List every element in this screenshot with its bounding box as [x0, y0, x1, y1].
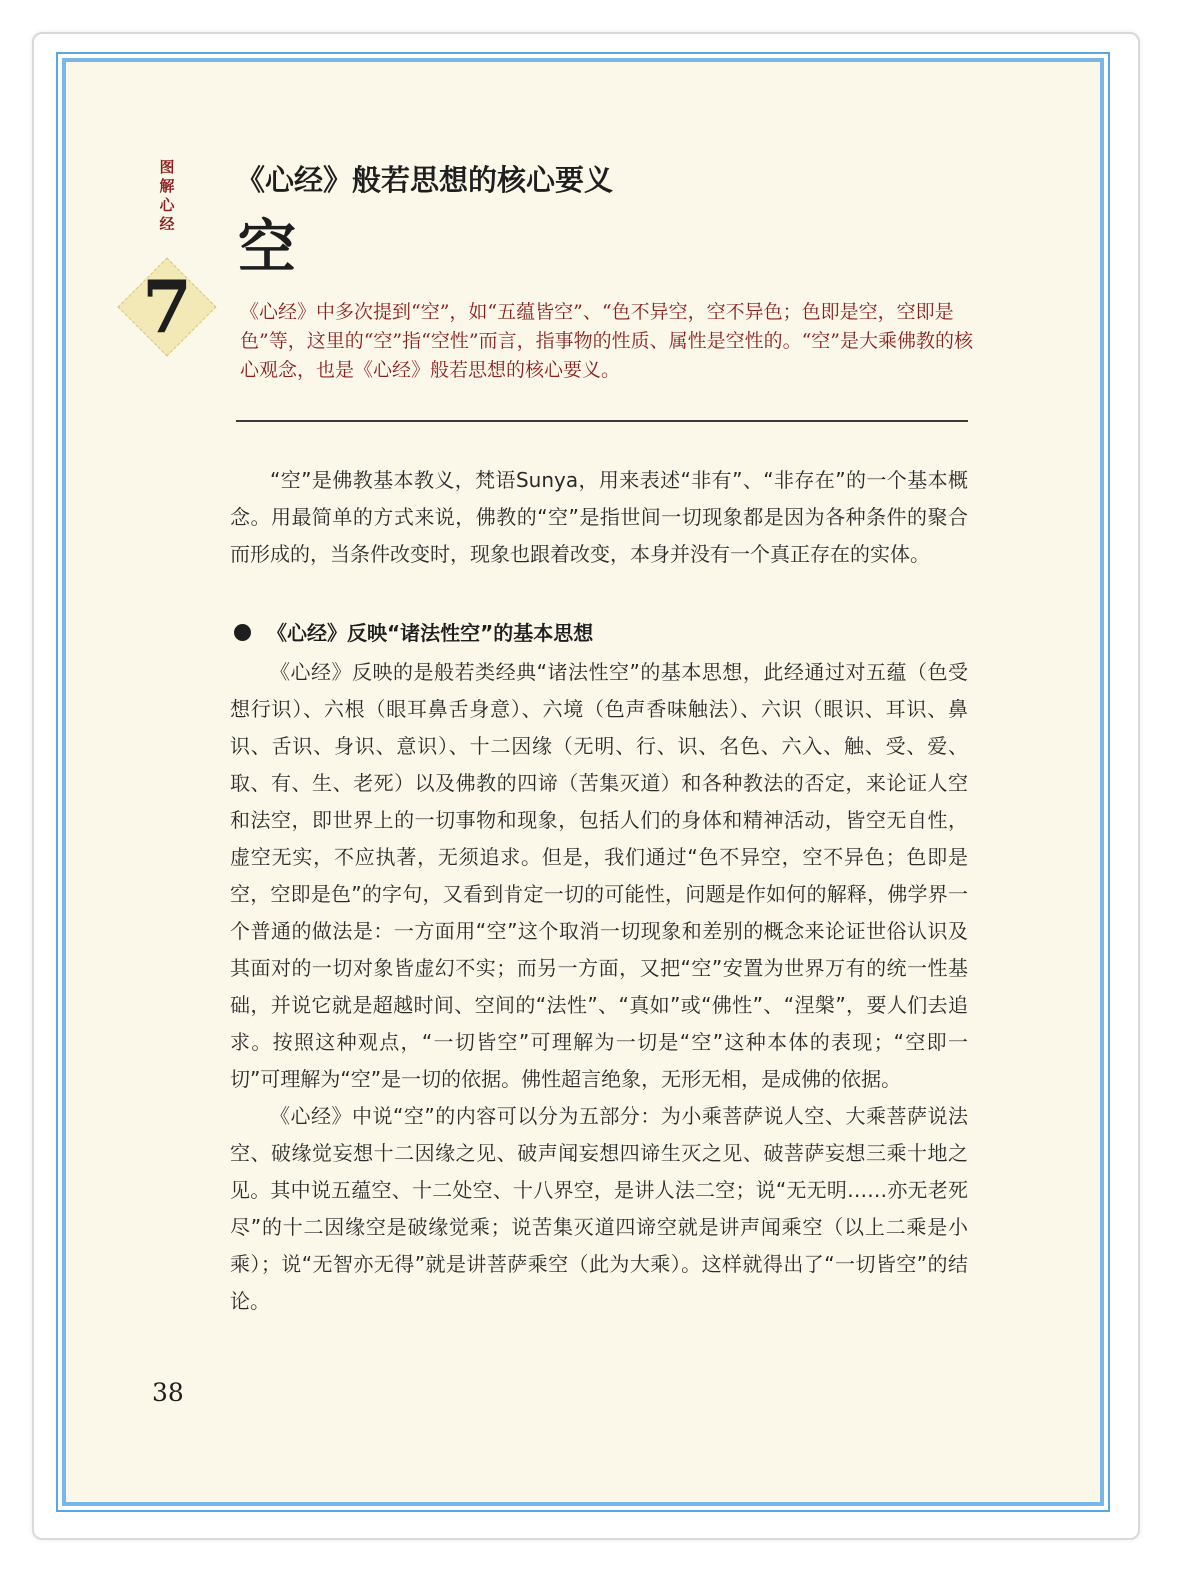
- divider: [236, 420, 968, 422]
- side-label-char: 经: [159, 215, 175, 233]
- body-paragraph-1: [230, 462, 968, 573]
- body-paragraphs: [230, 654, 968, 1320]
- chapter-title: 《心经》般若思想的核心要义: [236, 163, 614, 197]
- chapter-badge: [118, 258, 216, 356]
- side-label-char: 图: [159, 158, 175, 176]
- series-side-label: [156, 158, 178, 234]
- subheading-text: 《心经》反映“诸法性空”的基本思想: [267, 621, 594, 645]
- bullet-icon: [234, 624, 251, 641]
- page-number: 38: [152, 1378, 184, 1407]
- intro-summary: 《心经》中多次提到“空”，如“五蕴皆空”、“色不异空，空不异色；色即是空，空即是色”等，这里的“空”指“空性”而言，指事物的性质、属性是空性的。“空”是大乘佛教的核心观念，也是《心经》般若思想的核心要义。: [240, 301, 973, 381]
- chapter-number: 7: [141, 264, 193, 349]
- paragraph-text: 《心经》反映的是般若类经典“诸法性空”的基本思想，此经通过对五蕴（色受想行识）、六根（眼耳鼻舌身意）、六境（色声香味触法）、六识（眼识、耳识、鼻识、舌识、身识、意识）、十二因缘（无明、行、识、名色、六入、触、受、爱、取、有、生、老死）以及佛教的四谛（苦集灭道）和各种教法的否定，来论证人空和法空，即世界上的一切事物和现象，包括人们的身体和精神活动，皆空无自性，虚空无实，不应执著，无须追求。但是，我们通过“色不异空，空不异色；色即是空，空即是色”的字句，又看到肯定一切的可能性，问题是作如何的解释，佛学界一个普通的做法是：一方面用“空”这个取消一切现象和差别的概念来论证世俗认识及其面对的一切对象皆虚幻不实；而另一方面，又把“空”安置为世界万有的统一性基础，并说它就是超越时间、空间的“法性”、“真如”或“佛性”、“涅槃”，要人们去追求。按照这种观点，“一切皆空”可理解为一切是“空”这种本体的表现；“空即一切”可理解为“空”是一切的依据。佛性超言绝象，无形无相，是成佛的依据。: [230, 660, 968, 1091]
- paragraph-text: 《心经》中说“空”的内容可以分为五部分：为小乘菩萨说人空、大乘菩萨说法空、破缘觉妄想十二因缘之见、破声闻妄想四谛生灭之见、破菩萨妄想三乘十地之见。其中说五蕴空、十二处空、十八界空，是讲人法二空；说“无无明……亦无老死尽”的十二因缘空是破缘觉乘；说苦集灭道四谛空就是讲声闻乘空（以上二乘是小乘）；说“无智亦无得”就是讲菩萨乘空（此为大乘）。这样就得出了“一切皆空”的结论。: [230, 1104, 968, 1313]
- subheading: [234, 616, 974, 650]
- section-title: 空: [238, 213, 297, 281]
- paragraph-text: “空”是佛教基本教义，梵语Sunya，用来表述“非有”、“非存在”的一个基本概念。用最简单的方式来说，佛教的“空”是指世间一切现象都是因为各种条件的聚合而形成的，当条件改变时，现象也跟着改变，本身并没有一个真正存在的实体。: [230, 468, 968, 566]
- side-label-char: 解: [159, 177, 175, 195]
- side-label-char: 心: [159, 196, 175, 214]
